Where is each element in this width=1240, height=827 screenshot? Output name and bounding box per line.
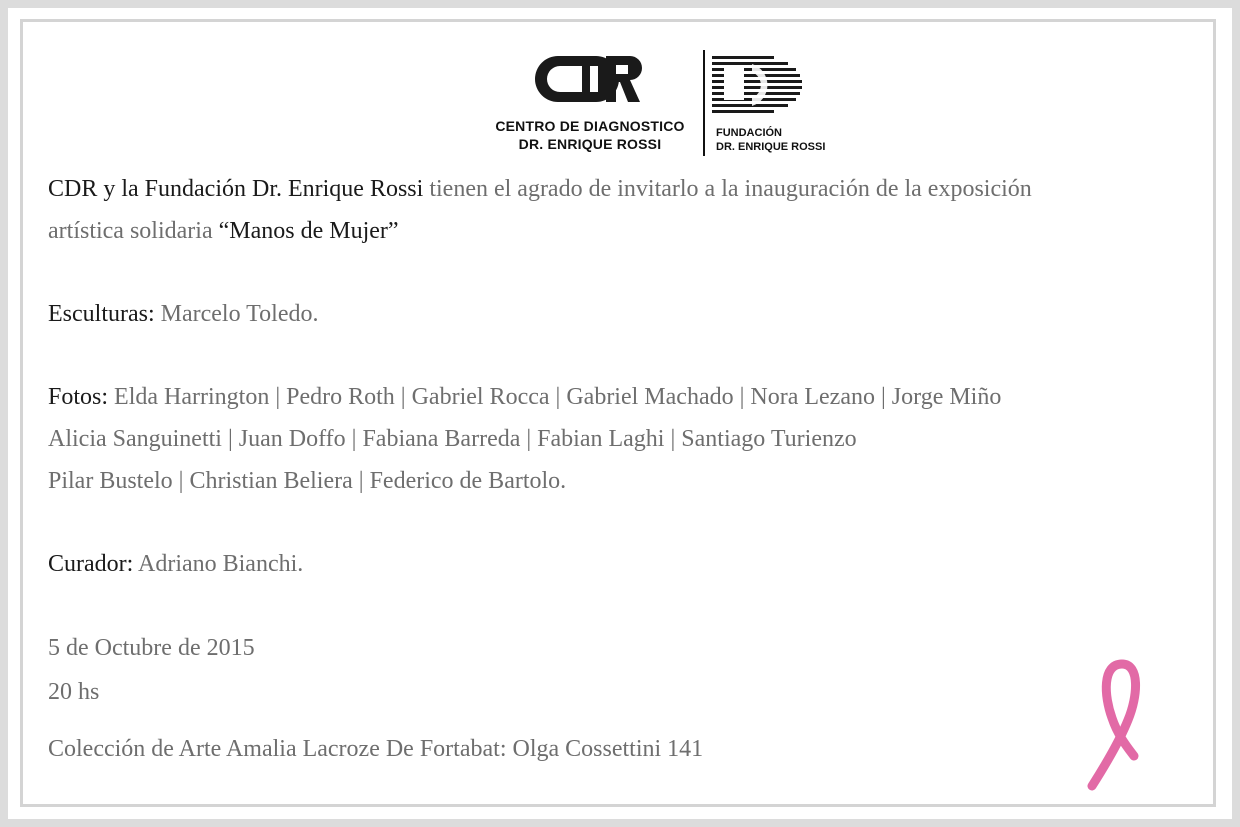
esculturas-value: Marcelo Toledo. bbox=[154, 301, 319, 327]
pink-ribbon-icon bbox=[1082, 656, 1152, 796]
fotos-label: Fotos: bbox=[48, 384, 109, 410]
fotos-names-1: Elda Harrington | Pedro Roth | Gabriel Rocca | Gabriel Machado | Nora Lezano | Jorge Miño bbox=[108, 384, 1002, 410]
cdr-logo-mark bbox=[532, 54, 648, 104]
intro-line-2 bbox=[48, 216, 399, 246]
curador-value: Adriano Bianchi. bbox=[133, 551, 304, 577]
exhibition-title: “Manos de Mujer” bbox=[218, 218, 399, 244]
intro-line-1 bbox=[48, 174, 1032, 204]
fotos-line-1 bbox=[48, 382, 1001, 412]
fotos-line-2: Alicia Sanguinetti | Juan Doffo | Fabiana Barreda | Fabian Laghi | Santiago Turienzo bbox=[48, 426, 857, 452]
curador-label: Curador: bbox=[48, 551, 134, 577]
cdr-logo-line1: CENTRO DE DIAGNOSTICO bbox=[495, 118, 685, 134]
fotos-line-3: Pilar Bustelo | Christian Beliera | Federico de Bartolo. bbox=[48, 468, 567, 494]
fundacion-logo-line2: DR. ENRIQUE ROSSI bbox=[716, 141, 826, 153]
fundacion-logo-line1: FUNDACIÓN bbox=[716, 127, 782, 139]
event-date: 5 de Octubre de 2015 bbox=[48, 635, 255, 661]
invitation-card bbox=[8, 8, 1232, 819]
logo-divider bbox=[703, 50, 705, 156]
event-time: 20 hs bbox=[48, 679, 100, 705]
esculturas-label: Esculturas: bbox=[48, 301, 155, 327]
fundacion-logo bbox=[708, 50, 848, 158]
cdr-logo-line2: DR. ENRIQUE ROSSI bbox=[518, 136, 662, 152]
event-venue: Colección de Arte Amalia Lacroze De Fortabat: Olga Cossettini 141 bbox=[48, 736, 704, 762]
cdr-logo bbox=[482, 54, 698, 158]
intro-text-1: tienen el agrado de invitarlo a la inauguración de la exposición bbox=[423, 176, 1032, 202]
hosts-text: CDR y la Fundación Dr. Enrique Rossi bbox=[48, 176, 424, 202]
curador-line bbox=[48, 549, 303, 579]
esculturas-line bbox=[48, 299, 318, 329]
intro-text-2: artística solidaria bbox=[48, 218, 219, 244]
fundacion-logo-mark bbox=[712, 54, 808, 120]
